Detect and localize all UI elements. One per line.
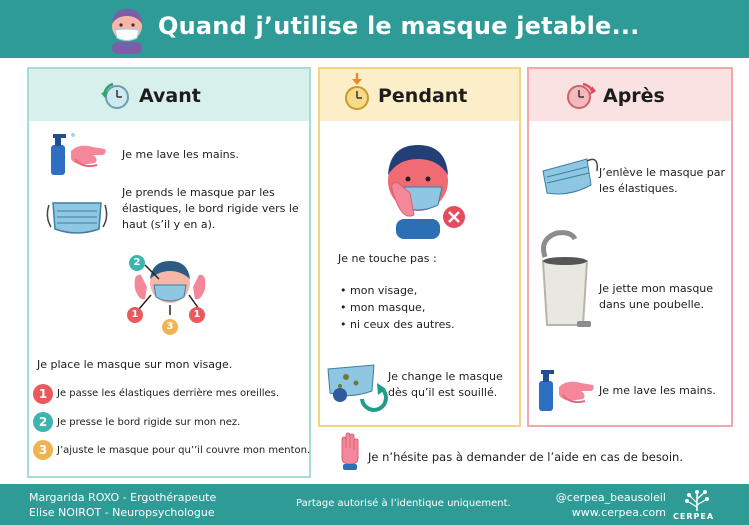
badge-2-small: 2 (129, 255, 145, 271)
before-step-wash: Je me lave les mains. (122, 148, 239, 161)
after-wash-hands: Je me lave les mains. (599, 384, 716, 397)
during-no-touch: Je ne touche pas : (338, 252, 437, 265)
after-remove-mask: J’enlève le masque par les élastiques. (599, 166, 726, 195)
website-link[interactable]: www.cerpea.com (571, 506, 666, 519)
author-1: Margarida ROXO - Ergothérapeute (29, 491, 217, 504)
after-title: Après (603, 85, 665, 107)
footer-contact (544, 490, 666, 520)
after-throw-mask: Je jette mon masque dans une poubelle. (599, 282, 714, 311)
before-sub-elastics: Je passe les élastiques derrière mes oreilles. (57, 388, 280, 399)
badge-1: 1 (33, 384, 53, 404)
badge-3-small: 3 (162, 319, 178, 335)
during-title: Pendant (378, 85, 468, 107)
surgical-mask-icon (43, 195, 111, 239)
during-bullet-face: • mon visage, (340, 284, 418, 297)
badge-1-small-left: 1 (127, 307, 143, 323)
during-header (320, 69, 519, 121)
clock-rewind-icon (101, 81, 131, 111)
remove-mask-icon (537, 153, 603, 203)
badge-3: 3 (33, 440, 53, 460)
trash-bin-icon (535, 229, 595, 331)
before-step-take-mask: Je prends le masque par les élastiques, le bord rigide vers le haut (s’il y en a). (122, 186, 299, 231)
face-touching-mask-icon (374, 131, 470, 241)
footer (0, 484, 749, 525)
badge-1-small-right: 1 (189, 307, 205, 323)
during-change-mask: Je change le masque dès qu’il est souillé. (388, 370, 503, 399)
after-column (527, 67, 733, 427)
clock-now-icon (342, 73, 372, 113)
before-title: Avant (139, 85, 201, 107)
during-bullet-face-text: mon visage, (350, 284, 418, 297)
before-sub-nose: Je presse le bord rigide sur mon nez. (57, 417, 241, 428)
before-column (27, 67, 311, 478)
footer-authors (29, 490, 216, 520)
masked-person-icon (104, 4, 150, 54)
before-header (29, 69, 309, 121)
social-handle[interactable]: @cerpea_beausoleil (555, 491, 666, 504)
during-bullet-others-text: ni ceux des autres. (350, 318, 455, 331)
page-title: Quand j’utilise le masque jetable... (158, 12, 640, 40)
during-bullet-mask: • mon masque, (340, 301, 426, 314)
raised-hand-icon (338, 432, 360, 472)
during-column (318, 67, 521, 427)
clock-forward-icon (565, 81, 597, 111)
author-2: Elise NOIROT - Neuropsychologue (29, 506, 215, 519)
during-bullet-others: • ni ceux des autres. (340, 318, 455, 331)
after-header (529, 69, 731, 121)
logo-text: CERPEA (673, 512, 715, 521)
handwash-after-icon (535, 365, 597, 413)
badge-2: 2 (33, 412, 53, 432)
header-banner (0, 0, 749, 58)
during-bullet-mask-text: mon masque, (350, 301, 426, 314)
change-dirty-mask-icon (324, 359, 390, 413)
help-note: Je n’hésite pas à demander de l’aide en cas de besoin. (368, 450, 683, 464)
soap-handwash-icon (47, 129, 109, 177)
license-note: Partage autorisé à l’identique uniquement. (296, 498, 511, 509)
before-step-place-mask: Je place le masque sur mon visage. (37, 358, 233, 371)
before-sub-chin: J’ajuste le masque pour qu’’il couvre mon menton. (57, 445, 311, 456)
